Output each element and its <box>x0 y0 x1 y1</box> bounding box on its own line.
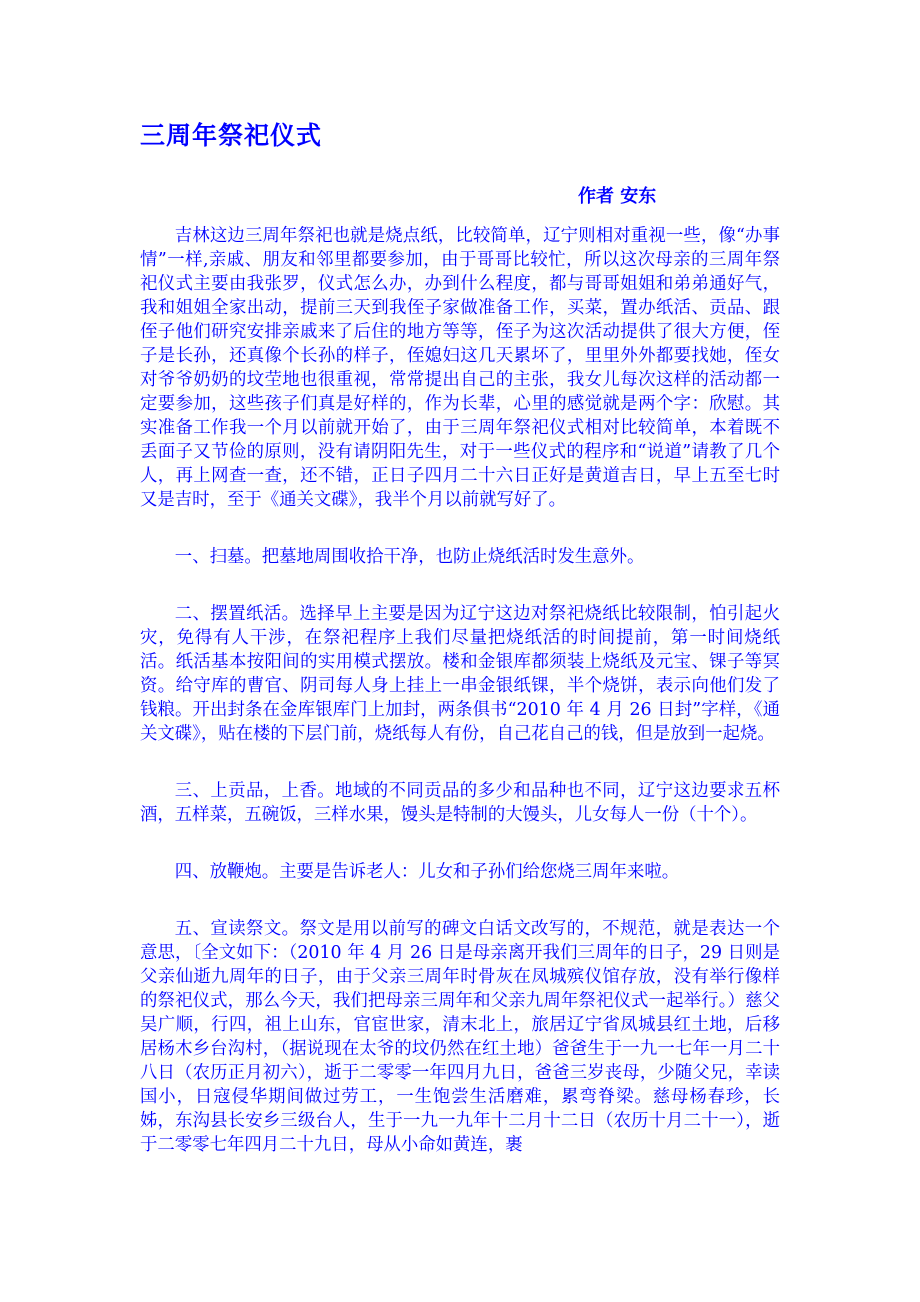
document-body <box>140 224 780 1157</box>
paragraph-step-2: 二、摆置纸活。选择早上主要是因为辽宁这边对祭祀烧纸比较限制，怕引起火灾，免得有人干涉，在祭祀程序上我们尽量把烧纸活的时间提前，第一时间烧纸活。纸活基本按阳间的实用模式摆放。楼和金银库都须装上烧纸及元宝、锞子等冥资。给守库的曹官、阴司每人身上挂上一串金银纸锞，半个烧饼，表示向他们发了钱粮。开出封条在金库银库门上加封，两条俱书“2010 年 4 月 26 日封”字样，《通关文碟》，贴在楼的下层门前，烧纸每人有份，自己花自己的钱，但是放到一起烧。 <box>140 604 780 744</box>
paragraph-step-5: 五、宣读祭文。祭文是用以前写的碑文白话文改写的，不规范，就是表达一个意思，〔全文如下：（2010 年 4 月 26 日是母亲离开我们三周年的日子，29 日则是父亲仙逝九周年的日子，由于父亲三周年时骨灰在凤城殡仪馆存放，没有举行像样的祭祀仪式，那么今天，我们把母亲三周年和父亲九周年祭祀仪式一起举行。）慈父吴广顺，行四，祖上山东，官宦世家，清末北上，旅居辽宁省凤城县红土地，后移居杨木乡台沟村，（据说现在太爷的坟仍然在红土地）爸爸生于一九一七年一月二十八日（农历正月初六），逝于二零零一年四月九日，爸爸三岁丧母，少随父兄，幸读国小，日寇侵华期间做过劳工，一生饱尝生活磨难，累弯脊梁。慈母杨春珍，长姊，东沟县长安乡三级台人，生于一九一九年十二月十二日（农历十月二十一），逝于二零零七年四月二十九日，母从小命如黄连，裹 <box>140 919 780 1155</box>
paragraph-intro: 吉林这边三周年祭祀也就是烧点纸，比较简单，辽宁则相对重视一些，像“办事情”一样,亲戚、朋友和邻里都要参加，由于哥哥比较忙，所以这次母亲的三周年祭祀仪式主要由我张罗，仪式怎么办，办到什么程度，都与哥哥姐姐和弟弟通好气，我和姐姐全家出动，提前三天到我侄子家做准备工作，买菜，置办纸活、贡品、跟侄子他们研究安排亲戚来了后住的地方等等，侄子为这次活动提供了很大方便，侄子是长孙，还真像个长孙的样子，侄媳妇这几天累坏了，里里外外都要找她，侄女对爷爷奶奶的坟茔地也很重视，常常提出自己的主张，我女儿每次这样的活动都一定要参加，这些孩子们真是好样的，作为长辈，心里的感觉就是两个字：欣慰。其实准备工作我一个月以前就开始了，由于三周年祭祀仪式相对比较简单，本着既不丢面子又节俭的原则，没有请阴阳先生，对于一些仪式的程序和“说道”请教了几个人，再上网查一查，还不错，正日子四月二十六日正好是黄道吉日，早上五至七时又是吉时，至于《通关文碟》，我半个月以前就写好了。 <box>140 226 780 510</box>
paragraph-step-4: 四、放鞭炮。主要是告诉老人：儿女和子孙们给您烧三周年来啦。 <box>174 862 680 882</box>
paragraph-step-1: 一、扫墓。把墓地周围收拾干净，也防止烧纸活时发生意外。 <box>174 547 645 567</box>
paragraph-step-3: 三、上贡品，上香。地域的不同贡品的多少和品种也不同，辽宁这边要求五杯酒，五样菜，五碗饭，三样水果，馒头是特制的大馒头，儿女每人一份（十个）。 <box>140 781 780 825</box>
document-title: 三周年祭祀仪式 <box>140 121 323 150</box>
author-line: 作者 安东 <box>578 186 657 207</box>
